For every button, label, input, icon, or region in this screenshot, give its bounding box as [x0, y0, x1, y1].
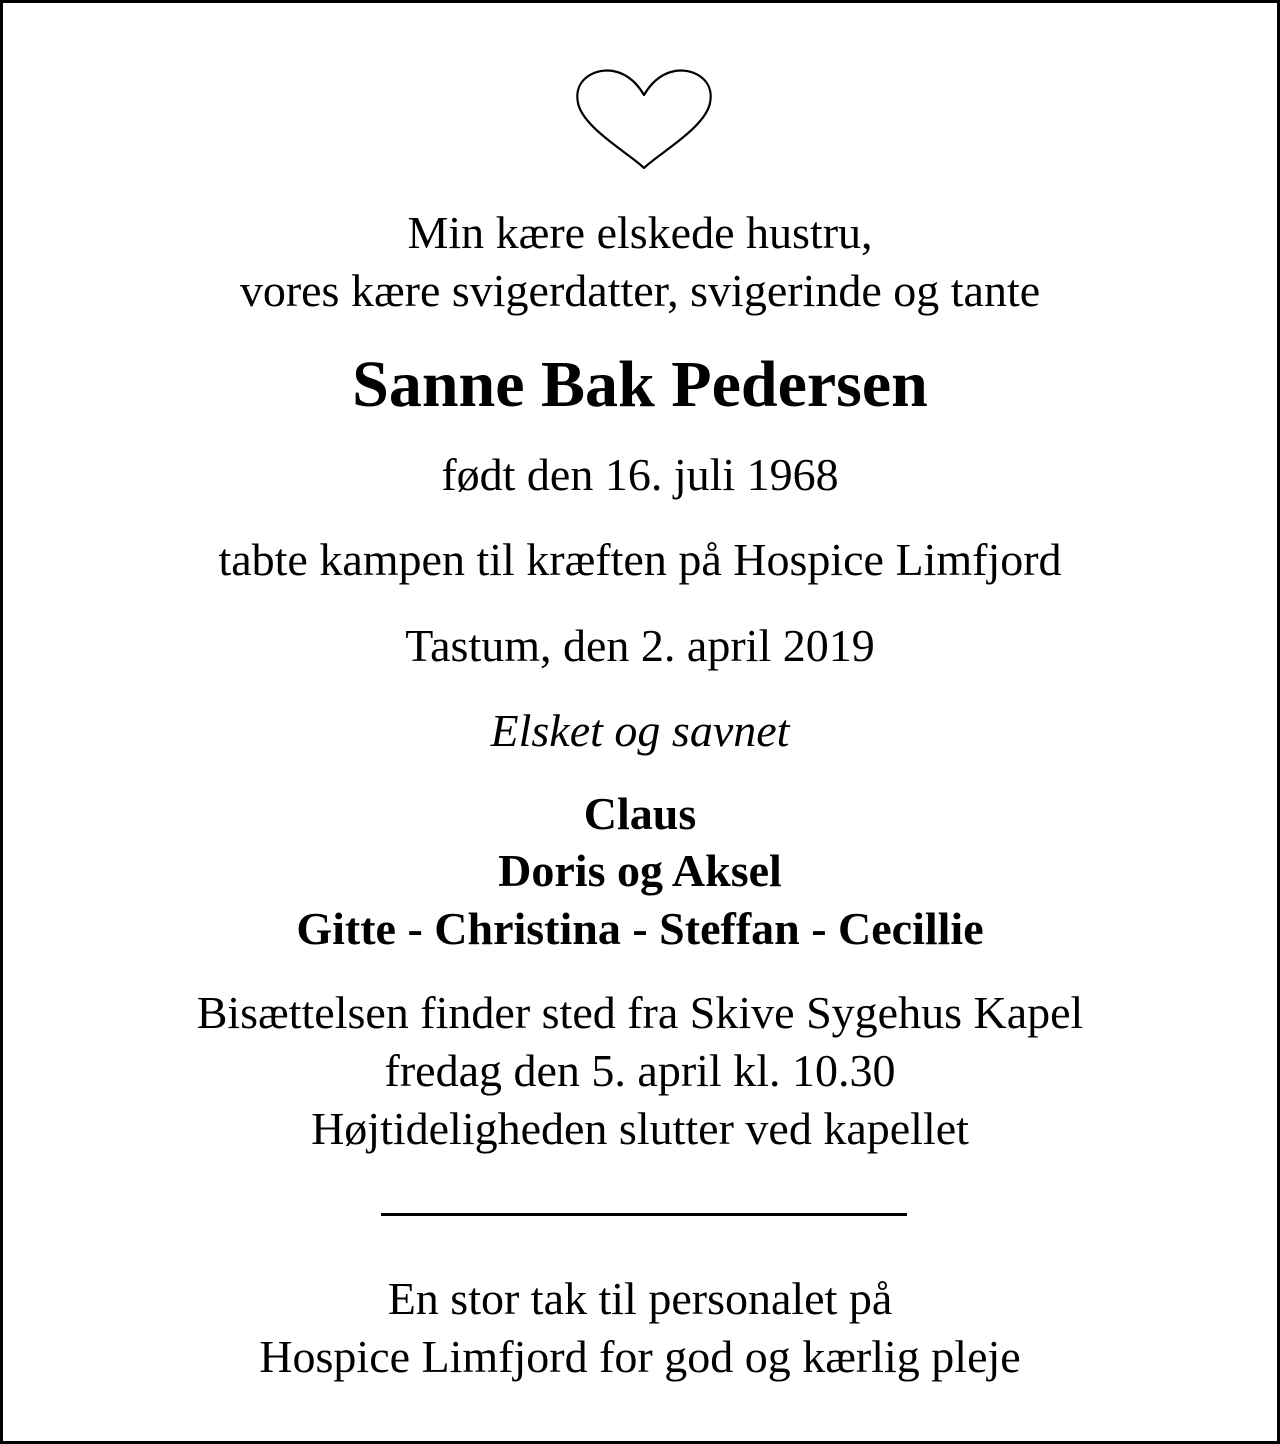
mourner-line-1: Claus	[583, 788, 697, 839]
funeral-line-3: Højtideligheden slutter ved kapellet	[311, 1103, 969, 1154]
place-date: Tastum, den 2. april 2019	[405, 620, 875, 671]
deceased-name: Sanne Bak Pedersen	[352, 348, 928, 421]
passing-text: tabte kampen til kræften på Hospice Limfjord	[218, 534, 1062, 585]
heart-icon	[575, 66, 713, 172]
divider	[381, 1213, 907, 1216]
intro-line-1: Min kære elskede hustru,	[407, 207, 873, 258]
funeral-line-2: fredag den 5. april kl. 10.30	[384, 1045, 896, 1096]
funeral-line-1: Bisættelsen finder sted fra Skive Sygehus Kapel	[196, 987, 1084, 1038]
birth-date: født den 16. juli 1968	[441, 449, 839, 500]
thanks-line-1: En stor tak til personalet på	[387, 1273, 893, 1324]
mourner-line-3: Gitte - Christina - Steffan - Cecillie	[296, 903, 984, 954]
mourner-line-2: Doris og Aksel	[498, 845, 782, 896]
intro-line-2: vores kære svigerdatter, svigerinde og tante	[239, 265, 1041, 316]
sentiment: Elsket og savnet	[490, 705, 790, 756]
thanks-line-2: Hospice Limfjord for god og kærlig pleje	[259, 1331, 1021, 1382]
